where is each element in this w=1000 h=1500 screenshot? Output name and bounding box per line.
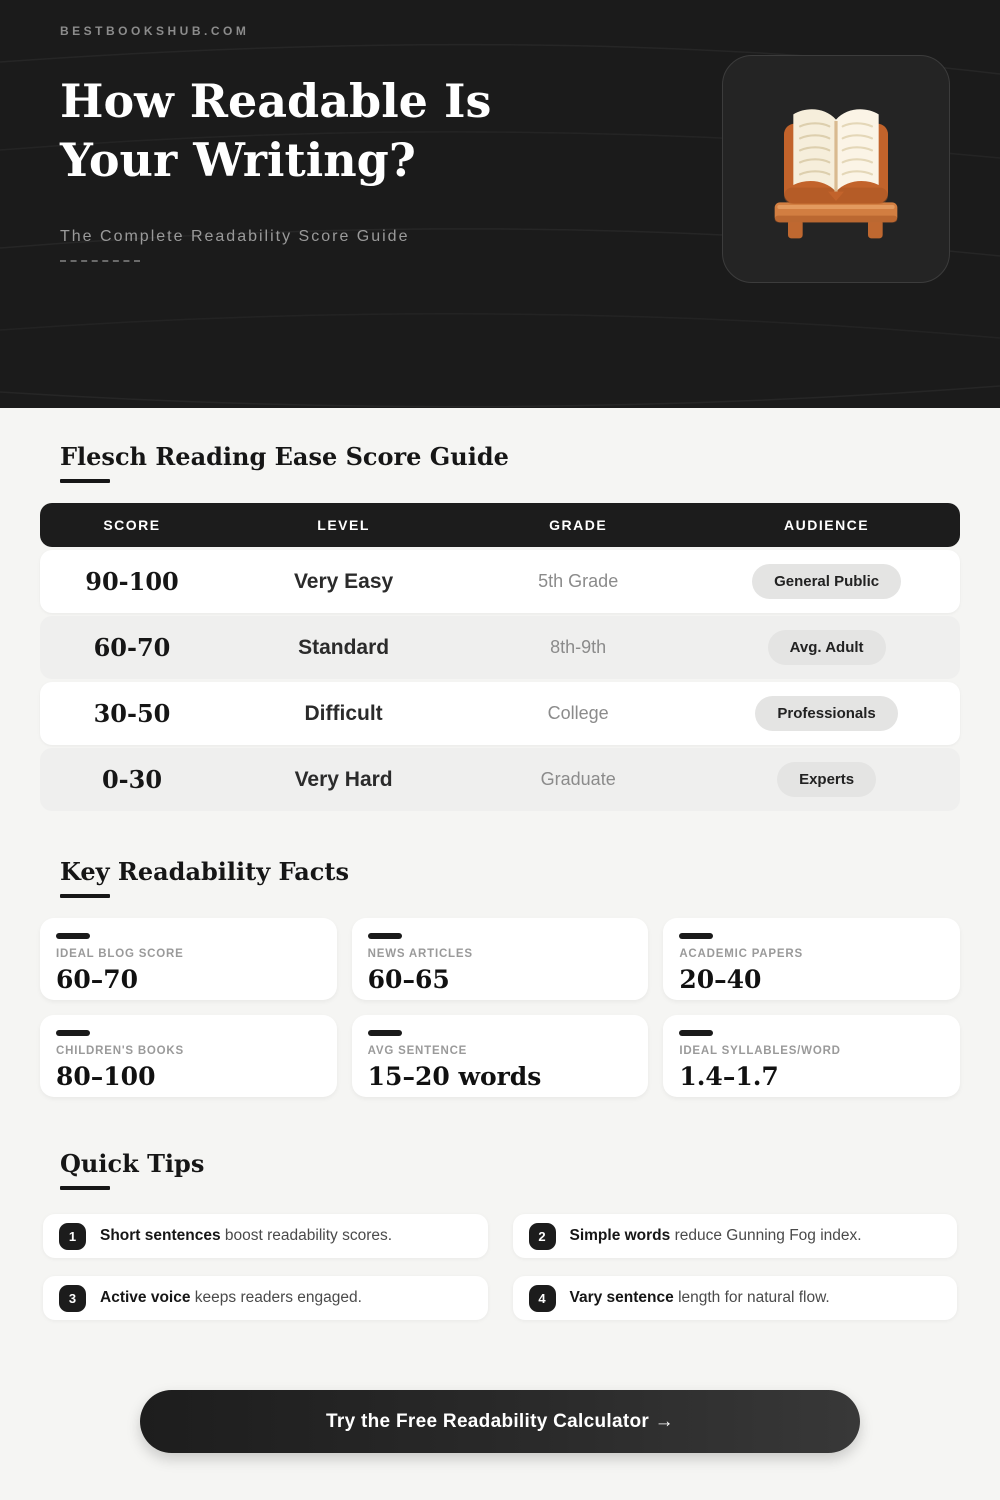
score-guide-section <box>40 442 960 811</box>
fact-card <box>352 918 649 1000</box>
column-header-grade: GRADE <box>549 517 608 533</box>
column-header-score: SCORE <box>103 517 161 533</box>
page-title-line2: Your Writing? <box>60 132 416 187</box>
fact-value: 20–40 <box>679 965 762 994</box>
fact-card <box>40 1015 337 1097</box>
score-table <box>40 503 960 811</box>
fact-card <box>352 1015 649 1097</box>
audience-badge: Experts <box>777 762 876 797</box>
fact-value: 80–100 <box>56 1062 156 1091</box>
grade-value: 5th Grade <box>538 571 619 591</box>
column-header-audience: AUDIENCE <box>784 517 870 533</box>
score-value: 90-100 <box>85 567 179 596</box>
cta-container <box>40 1390 960 1453</box>
tip-number-badge: 2 <box>529 1223 556 1250</box>
tip-number-badge: 4 <box>529 1285 556 1312</box>
fact-value: 60–65 <box>367 965 450 994</box>
fact-card <box>663 1015 960 1097</box>
fact-label: CHILDREN'S BOOKS <box>56 1045 184 1057</box>
tip-text: Vary sentence length for natural flow. <box>569 1289 830 1306</box>
quick-tips-section <box>40 1149 960 1320</box>
key-facts-section <box>40 857 960 1097</box>
table-header-row <box>40 503 960 547</box>
grade-value: College <box>547 703 609 723</box>
fact-label: AVG SENTENCE <box>367 1045 468 1057</box>
tip-card <box>513 1214 958 1258</box>
fact-card <box>663 918 960 1000</box>
fact-dash <box>679 933 713 939</box>
table-row <box>40 550 960 613</box>
score-value: 30-50 <box>93 699 171 728</box>
score-value: 60-70 <box>93 633 171 662</box>
level-value: Very Easy <box>293 569 394 593</box>
level-value: Standard <box>298 635 390 659</box>
page-title <box>60 72 700 190</box>
fact-label: NEWS ARTICLES <box>367 948 473 960</box>
level-value: Very Hard <box>294 767 393 791</box>
tip-card <box>513 1276 958 1320</box>
page-title-line1: How Readable Is <box>60 74 492 128</box>
fact-dash <box>56 1030 90 1036</box>
audience-badge: Professionals <box>755 696 897 731</box>
audience-badge: Avg. Adult <box>768 630 886 665</box>
tip-text: Active voice keeps readers engaged. <box>100 1289 362 1306</box>
grade-value: 8th-9th <box>550 637 607 657</box>
tip-card <box>43 1214 488 1258</box>
table-row <box>40 682 960 745</box>
fact-card <box>40 918 337 1000</box>
open-book-icon <box>756 89 916 249</box>
fact-label: IDEAL BLOG SCORE <box>56 948 184 960</box>
tip-text: Short sentences boost readability scores. <box>100 1227 393 1244</box>
site-name: BESTBOOKSHUB.COM <box>60 24 250 38</box>
fact-value: 1.4–1.7 <box>679 1062 779 1091</box>
grade-value: Graduate <box>540 769 616 789</box>
readability-calculator-button[interactable]: Try the Free Readability Calculator → <box>140 1390 860 1453</box>
score-guide-heading: Flesch Reading Ease Score Guide <box>60 442 960 483</box>
audience-badge: General Public <box>752 564 901 599</box>
facts-grid <box>40 918 960 1097</box>
main-content <box>0 408 1000 1453</box>
level-value: Difficult <box>304 701 383 725</box>
column-header-level: LEVEL <box>317 517 370 533</box>
subtitle-underline <box>60 260 140 262</box>
fact-label: IDEAL SYLLABLES/WORD <box>679 1045 841 1057</box>
key-facts-heading: Key Readability Facts <box>60 857 960 898</box>
fact-value: 60–70 <box>56 965 139 994</box>
fact-dash <box>368 933 402 939</box>
tip-text: Simple words reduce Gunning Fog index. <box>569 1227 862 1244</box>
hero-header <box>0 0 1000 408</box>
tip-number-badge: 3 <box>59 1285 86 1312</box>
table-row <box>40 748 960 811</box>
fact-dash <box>368 1030 402 1036</box>
fact-dash <box>56 933 90 939</box>
score-value: 0-30 <box>101 765 163 794</box>
fact-value: 15–20 words <box>367 1062 542 1091</box>
page-subtitle: The Complete Readability Score Guide <box>60 227 410 245</box>
tips-grid <box>40 1214 960 1320</box>
table-row <box>40 616 960 679</box>
fact-dash <box>679 1030 713 1036</box>
fact-label: ACADEMIC PAPERS <box>679 948 803 960</box>
quick-tips-heading: Quick Tips <box>60 1149 960 1190</box>
tip-number-badge: 1 <box>59 1223 86 1250</box>
tip-card <box>43 1276 488 1320</box>
book-icon-card <box>722 55 950 283</box>
